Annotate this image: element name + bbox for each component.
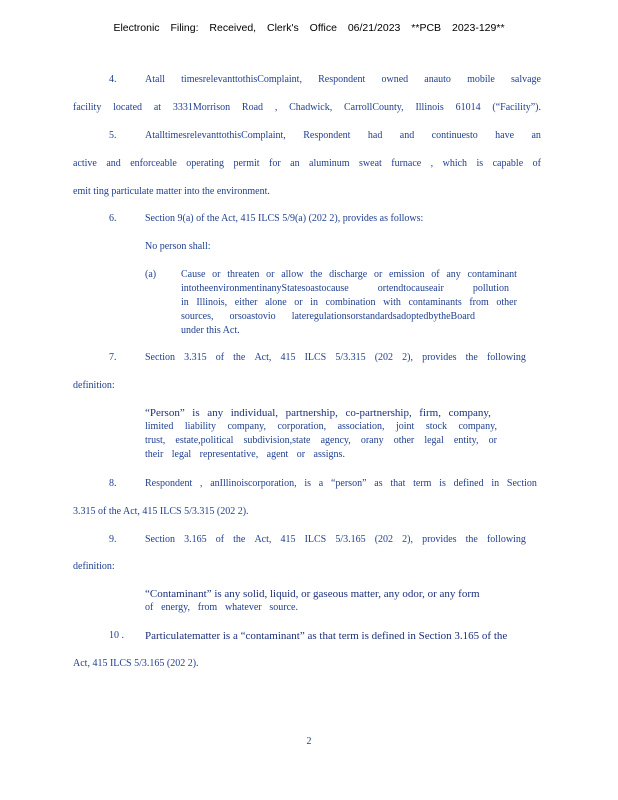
quote-line: trust, estate,political subdivision,state agency, orany other legal entity, or xyxy=(145,435,497,446)
quote-line: limited liability company, corporation, association, joint stock company, xyxy=(145,421,497,432)
paragraph-number: 5. xyxy=(109,130,117,141)
body-line: 3.315 of the Act, 415 ILCS 5/3.315 (202 2). xyxy=(73,506,249,517)
paragraph-number: 6. xyxy=(109,213,117,224)
filing-header: Electronic Filing: Received, Clerk's Office 06/21/2023 **PCB 2023-129** xyxy=(113,22,505,34)
body-line: Respondent , anIllinoiscorporation, is a “person” as that term is defined in Section xyxy=(145,478,537,489)
quote-line: under this Act. xyxy=(181,325,240,336)
quote-line: of energy, from whatever source. xyxy=(145,602,298,613)
body-line: Atall timesrelevanttothisComplaint, Respondent owned anauto mobile salvage xyxy=(145,74,541,85)
paragraph-number: 4. xyxy=(109,74,117,85)
quote-line: in Illinois, either alone or in combination with contaminants from other xyxy=(181,297,517,308)
quote-line: “Person” is any individual, partnership, co-partnership, firm, company, xyxy=(145,407,491,419)
body-line: active and enforceable operating permit for an aluminum sweat furnace , which is capable of xyxy=(73,158,541,169)
quote-line: sources, orsoastovio lateregulationsorstandardsadoptedbytheBoard xyxy=(181,311,475,322)
quote-line: Cause or threaten or allow the discharge or emission of any contaminant xyxy=(181,269,517,280)
quote-line: their legal representative, agent or assigns. xyxy=(145,449,345,460)
quote-line: intotheenvironmentinanyStatesoastocause ortendtocauseair pollution xyxy=(181,283,509,294)
body-line: Section 3.165 of the Act, 415 ILCS 5/3.165 (202 2), provides the following xyxy=(145,534,526,545)
body-line: Act, 415 ILCS 5/3.165 (202 2). xyxy=(73,658,199,669)
body-line: Section 9(a) of the Act, 415 ILCS 5/9(a) (202 2), provides as follows: xyxy=(145,213,424,224)
quote-intro: No person shall: xyxy=(145,241,211,252)
body-line: emit ting particulate matter into the environment. xyxy=(73,186,270,197)
body-line: Particulatematter is a “contaminant” as that term is defined in Section 3.165 of the xyxy=(145,630,508,642)
page-number: 2 xyxy=(306,736,312,747)
quote-item-label: (a) xyxy=(145,269,157,280)
quote-line: “Contaminant” is any solid, liquid, or gaseous matter, any odor, or any form xyxy=(145,588,480,600)
body-line: Section 3.315 of the Act, 415 ILCS 5/3.315 (202 2), provides the following xyxy=(145,352,526,363)
body-line: definition: xyxy=(73,561,115,572)
body-line: definition: xyxy=(73,380,115,391)
paragraph-number: 9. xyxy=(109,534,117,545)
paragraph-number: 8. xyxy=(109,478,117,489)
body-line: AtalltimesrelevanttothisComplaint, Respondent had and continuesto have an xyxy=(145,130,541,141)
paragraph-number: 7. xyxy=(109,352,117,363)
body-line: facility located at 3331Morrison Road , Chadwick, CarrollCounty, Illinois 61014 (“Facility”). xyxy=(73,102,541,113)
paragraph-number: 10 . xyxy=(109,630,124,641)
